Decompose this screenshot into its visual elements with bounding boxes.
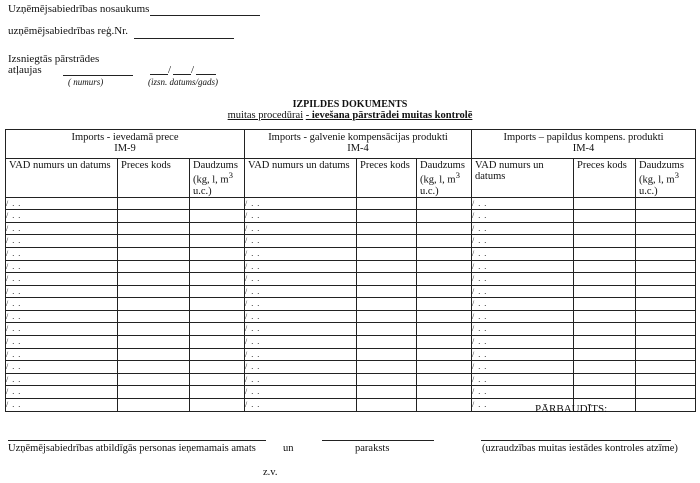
qty-tail-3: u.c.) (639, 185, 658, 197)
subtitle-prefix: muitas procedūrai (227, 110, 304, 121)
vad-date-cell[interactable]: / . . (472, 260, 574, 273)
document-subtitle (0, 110, 700, 121)
vad-date-cell[interactable]: / . . (245, 310, 357, 323)
code-cell[interactable] (118, 222, 190, 235)
code-cell[interactable] (357, 399, 417, 412)
vad-date-cell[interactable]: / . . (245, 273, 357, 286)
code-cell[interactable] (574, 336, 636, 349)
code-cell[interactable] (357, 235, 417, 248)
subtitle-bold: - ievešana pārstrādei muitas kontrolē (305, 110, 473, 121)
qty-cell[interactable] (417, 399, 472, 412)
permit-number-field[interactable] (63, 75, 133, 76)
qty-cell[interactable] (417, 197, 472, 210)
col-code-1: Preces kods (118, 159, 190, 198)
vad-date-cell[interactable]: / . . (472, 373, 574, 386)
qty-cell[interactable] (636, 348, 696, 361)
seal-label: z.v. (263, 467, 278, 478)
qty-cell[interactable] (190, 323, 245, 336)
table-row (6, 247, 696, 260)
qty-cell[interactable] (190, 222, 245, 235)
permit-date-slash-2: / (191, 64, 195, 76)
qty-cell[interactable] (417, 210, 472, 223)
qty-cell[interactable] (417, 285, 472, 298)
qty-cell[interactable] (190, 197, 245, 210)
table-row (6, 285, 696, 298)
qty-cell[interactable] (190, 247, 245, 260)
col-qty-2 (417, 159, 472, 198)
vad-date-cell[interactable]: / . . (472, 247, 574, 260)
table-row (6, 210, 696, 223)
table-row (6, 197, 696, 210)
vad-date-cell[interactable]: / . . (472, 348, 574, 361)
vad-date-cell[interactable]: / . . (6, 235, 118, 248)
vad-date-cell[interactable]: / . . (245, 235, 357, 248)
code-cell[interactable] (357, 373, 417, 386)
qty-cell[interactable] (636, 273, 696, 286)
qty-cell[interactable] (417, 336, 472, 349)
qty-cell[interactable] (636, 298, 696, 311)
qty-cell[interactable] (417, 222, 472, 235)
qty-cell[interactable] (417, 348, 472, 361)
vad-date-cell[interactable]: / . . (6, 260, 118, 273)
vad-date-cell[interactable]: / . . (245, 336, 357, 349)
code-cell[interactable] (574, 323, 636, 336)
code-cell[interactable] (118, 273, 190, 286)
table-row (6, 323, 696, 336)
qty-cell[interactable] (636, 386, 696, 399)
vad-date-cell[interactable]: / . . (6, 373, 118, 386)
qty-cell[interactable] (636, 197, 696, 210)
table-row (6, 336, 696, 349)
col-qty-1 (190, 159, 245, 198)
vad-date-cell[interactable]: / . . (472, 235, 574, 248)
group-header-im4-extra (472, 130, 696, 159)
vad-date-cell[interactable]: / . . (6, 336, 118, 349)
code-cell[interactable] (574, 197, 636, 210)
group-code-3: IM-4 (572, 143, 595, 155)
code-cell[interactable] (357, 386, 417, 399)
table-row (6, 222, 696, 235)
code-cell[interactable] (357, 247, 417, 260)
code-cell[interactable] (357, 361, 417, 374)
vad-date-cell[interactable]: / . . (245, 285, 357, 298)
group-code-1: IM-9 (114, 143, 136, 155)
code-cell[interactable] (118, 336, 190, 349)
code-cell[interactable] (574, 235, 636, 248)
table-row (6, 373, 696, 386)
code-cell[interactable] (118, 298, 190, 311)
vad-date-cell[interactable]: / . . (6, 247, 118, 260)
code-cell[interactable] (118, 361, 190, 374)
code-cell[interactable] (357, 210, 417, 223)
vad-date-cell[interactable]: / . . (472, 386, 574, 399)
vad-date-cell[interactable]: / . . (6, 399, 118, 412)
table-row (6, 298, 696, 311)
code-cell[interactable] (574, 386, 636, 399)
group-header-im9 (6, 130, 245, 159)
qty-cell[interactable] (417, 235, 472, 248)
qty-cell[interactable] (417, 323, 472, 336)
qty-cell[interactable] (636, 247, 696, 260)
code-cell[interactable] (574, 298, 636, 311)
vad-date-cell[interactable]: / . . (472, 222, 574, 235)
code-cell[interactable] (574, 247, 636, 260)
col-code-3: Preces kods (574, 159, 636, 198)
code-cell[interactable] (118, 247, 190, 260)
qty-cell[interactable] (636, 260, 696, 273)
code-cell[interactable] (118, 386, 190, 399)
qty-cell[interactable] (190, 285, 245, 298)
vad-date-cell[interactable]: / . . (245, 323, 357, 336)
permit-day-field[interactable] (150, 74, 168, 75)
and-label: un (283, 443, 294, 454)
qty-cell[interactable] (417, 361, 472, 374)
code-cell[interactable] (118, 210, 190, 223)
qty-tail-1: u.c.) (193, 185, 212, 197)
vad-date-cell[interactable]: / . . (6, 197, 118, 210)
permit-month-field[interactable] (173, 74, 191, 75)
company-name-label: Uzņēmējsabiedrības nosaukums (8, 3, 150, 15)
vad-date-cell[interactable]: / . . (245, 222, 357, 235)
qty-cell[interactable] (190, 373, 245, 386)
code-cell[interactable] (574, 285, 636, 298)
execution-table (5, 129, 696, 412)
code-cell[interactable] (357, 222, 417, 235)
vad-date-cell[interactable]: / . . (6, 285, 118, 298)
code-cell[interactable] (357, 336, 417, 349)
vad-date-cell[interactable]: / . . (6, 310, 118, 323)
vad-date-cell[interactable]: / . . (472, 273, 574, 286)
company-name-field[interactable] (150, 15, 260, 16)
qty-sup-2: 3 (455, 170, 460, 181)
vad-date-cell[interactable]: / . . (245, 386, 357, 399)
code-cell[interactable] (357, 197, 417, 210)
code-cell[interactable] (118, 260, 190, 273)
vad-date-cell[interactable]: / . . (6, 222, 118, 235)
col-qty-3 (636, 159, 696, 198)
qty-cell[interactable] (417, 373, 472, 386)
code-cell[interactable] (574, 310, 636, 323)
table-body (6, 197, 696, 411)
col-vad-1: VAD numurs un datums (6, 159, 118, 198)
qty-cell[interactable] (417, 260, 472, 273)
column-header-row (6, 159, 696, 198)
qty-cell[interactable] (190, 348, 245, 361)
vad-date-cell[interactable]: / . . (245, 399, 357, 412)
code-cell[interactable] (118, 323, 190, 336)
qty-cell[interactable] (417, 298, 472, 311)
vad-date-cell[interactable]: / . . (245, 247, 357, 260)
vad-date-cell[interactable]: / . . (6, 273, 118, 286)
qty-cell[interactable] (190, 260, 245, 273)
code-cell[interactable] (357, 273, 417, 286)
customs-mark-field[interactable] (481, 440, 671, 441)
qty-cell[interactable] (636, 361, 696, 374)
qty-cell[interactable] (190, 399, 245, 412)
qty-sup-1: 3 (228, 170, 233, 181)
code-cell[interactable] (357, 285, 417, 298)
vad-date-cell[interactable]: / . . (472, 298, 574, 311)
code-cell[interactable] (357, 323, 417, 336)
qty-text-2: Daudzums (kg, l, m (420, 160, 465, 186)
vad-date-cell[interactable]: / . . (245, 210, 357, 223)
code-cell[interactable] (574, 222, 636, 235)
code-cell[interactable] (357, 348, 417, 361)
qty-cell[interactable] (636, 373, 696, 386)
vad-date-cell[interactable]: / . . (6, 323, 118, 336)
vad-date-cell[interactable]: / . . (472, 323, 574, 336)
customs-label: (uzraudzības muitas iestādes kontroles atzīme) (482, 443, 678, 454)
qty-cell[interactable] (636, 336, 696, 349)
table-row (6, 348, 696, 361)
code-cell[interactable] (118, 373, 190, 386)
qty-cell[interactable] (417, 310, 472, 323)
signature-label: paraksts (355, 443, 390, 454)
table-row (6, 260, 696, 273)
checked-label: PĀRBAUDĪTS: (535, 403, 608, 415)
vad-date-cell[interactable]: / . . (472, 197, 574, 210)
vad-date-cell[interactable]: / . . (6, 210, 118, 223)
qty-cell[interactable] (417, 247, 472, 260)
qty-cell[interactable] (636, 399, 696, 412)
vad-date-cell[interactable]: / . . (245, 373, 357, 386)
vad-date-cell[interactable]: / . . (6, 386, 118, 399)
permit-label-line1: Izsniegtās pārstrādes (8, 53, 100, 65)
permit-date-slash-1: / (168, 64, 172, 76)
code-cell[interactable] (118, 310, 190, 323)
document-title: IZPILDES DOKUMENTS (292, 99, 408, 110)
code-cell[interactable] (574, 273, 636, 286)
vad-date-cell[interactable]: / . . (472, 336, 574, 349)
qty-text-3: Daudzums (kg, l, m (639, 160, 684, 186)
vad-date-cell[interactable]: / . . (245, 197, 357, 210)
group-title-1: Imports - ievedamā prece (71, 132, 179, 143)
code-cell[interactable] (118, 285, 190, 298)
responsible-field[interactable] (8, 440, 266, 441)
qty-cell[interactable] (636, 285, 696, 298)
table-row (6, 310, 696, 323)
qty-cell[interactable] (190, 310, 245, 323)
permit-year-field[interactable] (196, 74, 216, 75)
code-cell[interactable] (574, 373, 636, 386)
permit-label-line2: atļaujas (8, 64, 42, 76)
qty-cell[interactable] (190, 336, 245, 349)
vad-date-cell[interactable]: / . . (245, 361, 357, 374)
qty-text-1: Daudzums (kg, l, m (193, 160, 238, 186)
qty-cell[interactable] (190, 386, 245, 399)
group-header-row (6, 130, 696, 159)
vad-date-cell[interactable]: / . . (6, 298, 118, 311)
vad-date-cell[interactable]: / . . (472, 361, 574, 374)
qty-cell[interactable] (190, 361, 245, 374)
code-cell[interactable] (357, 298, 417, 311)
signature-field[interactable] (322, 440, 434, 441)
code-cell[interactable] (118, 197, 190, 210)
qty-cell[interactable] (636, 235, 696, 248)
col-vad-3: VAD numurs un datums (472, 159, 574, 198)
vad-date-cell[interactable]: / . . (472, 310, 574, 323)
vad-date-cell[interactable]: / . . (245, 260, 357, 273)
qty-cell[interactable] (636, 310, 696, 323)
vad-date-cell[interactable]: / . . (245, 348, 357, 361)
group-header-im4-main (245, 130, 472, 159)
code-cell[interactable] (118, 348, 190, 361)
code-cell[interactable] (574, 361, 636, 374)
table-row (6, 386, 696, 399)
group-title-3: Imports – papildus kompens. produkti (503, 132, 664, 143)
vad-date-cell[interactable]: / . . (6, 348, 118, 361)
table-row (6, 235, 696, 248)
qty-cell[interactable] (190, 298, 245, 311)
vad-date-cell[interactable]: / . . (6, 361, 118, 374)
qty-tail-2: u.c.) (420, 185, 439, 197)
permit-number-caption: ( numurs) (68, 77, 104, 87)
code-cell[interactable] (574, 210, 636, 223)
qty-cell[interactable] (417, 386, 472, 399)
vad-date-cell[interactable]: / . . (245, 298, 357, 311)
qty-cell[interactable] (636, 222, 696, 235)
qty-sup-3: 3 (674, 170, 679, 181)
permit-date-caption: (izsn. datums/gads) (148, 77, 219, 87)
qty-cell[interactable] (190, 235, 245, 248)
qty-cell[interactable] (190, 273, 245, 286)
qty-cell[interactable] (190, 210, 245, 223)
code-cell[interactable] (574, 260, 636, 273)
vad-date-cell[interactable]: / . . (472, 285, 574, 298)
qty-cell[interactable] (417, 273, 472, 286)
col-code-2: Preces kods (357, 159, 417, 198)
responsible-label: Uzņēmējsabiedrības atbildīgās personas ieņemamais amats (8, 443, 256, 454)
code-cell[interactable] (118, 235, 190, 248)
qty-cell[interactable] (636, 323, 696, 336)
code-cell[interactable] (357, 310, 417, 323)
vad-date-cell[interactable]: / . . (472, 399, 574, 412)
table-row (6, 361, 696, 374)
code-cell[interactable] (357, 260, 417, 273)
group-code-2: IM-4 (347, 143, 369, 155)
code-cell[interactable] (574, 348, 636, 361)
code-cell[interactable] (118, 399, 190, 412)
company-reg-field[interactable] (134, 38, 234, 39)
table-row (6, 273, 696, 286)
qty-cell[interactable] (636, 210, 696, 223)
col-vad-2: VAD numurs un datums (245, 159, 357, 198)
vad-date-cell[interactable]: / . . (472, 210, 574, 223)
company-reg-label: uzņēmējsabiedrības reģ.Nr. (8, 25, 129, 37)
group-title-2: Imports - galvenie kompensācijas produkti (268, 132, 448, 143)
